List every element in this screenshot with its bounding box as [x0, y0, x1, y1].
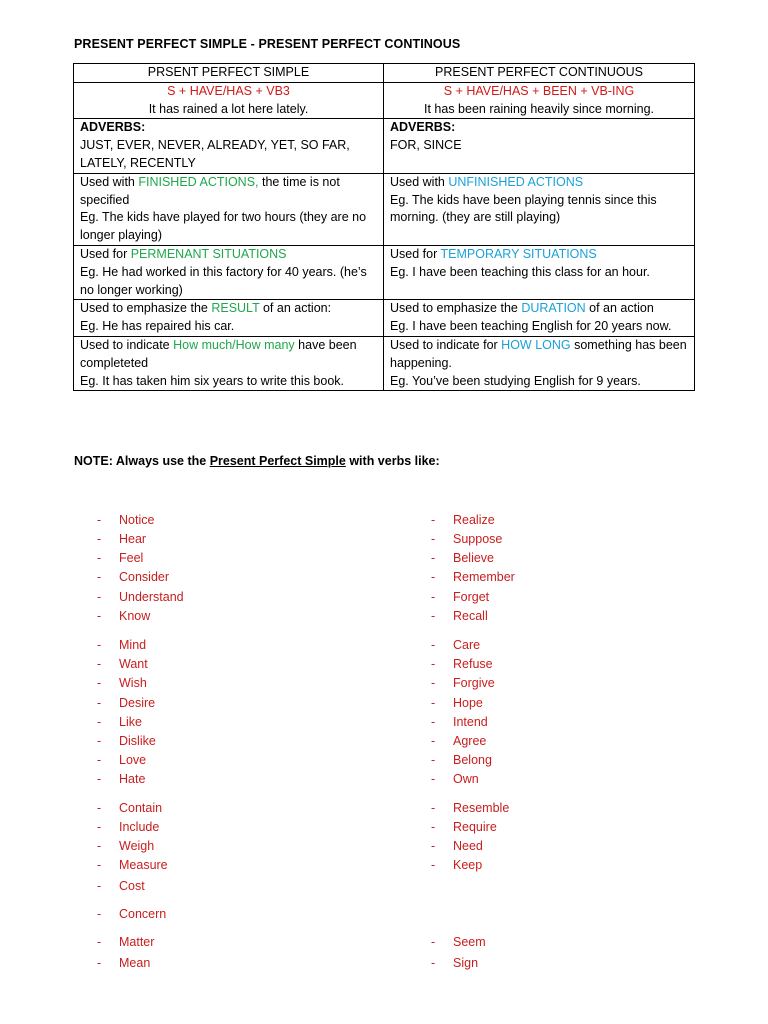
list-item [97, 715, 142, 729]
highlight-how-much: How much/How many [173, 337, 295, 352]
adverbs-label-simple: ADVERBS: [80, 120, 146, 135]
comparison-table [73, 63, 695, 391]
bullet-dash: - [97, 676, 102, 690]
list-item [97, 696, 155, 710]
cell-indicate-continuous [384, 336, 695, 390]
list-item [97, 820, 159, 834]
verb-word: Agree [453, 734, 487, 748]
list-item [97, 513, 154, 527]
table-header-row [74, 64, 695, 83]
example-text: Eg. The kids have been playing tennis since this morning. (they are still playing) [390, 192, 657, 225]
cell-formula-simple [74, 82, 384, 119]
list-item [97, 676, 147, 690]
example-text: Eg. The kids have played for two hours (they are no longer playing) [80, 210, 367, 243]
verb-word: Mind [119, 638, 147, 652]
table-row-actions [74, 173, 695, 245]
verb-word: Refuse [453, 657, 493, 671]
bullet-dash: - [431, 839, 436, 853]
example-text: Eg. It has taken him six years to write this book. [80, 373, 345, 388]
list-item [97, 590, 184, 604]
text: Used to indicate [80, 337, 174, 352]
list-item [97, 657, 148, 671]
verb-word: Intend [453, 715, 488, 729]
bullet-dash: - [431, 935, 436, 949]
list-item [431, 820, 497, 834]
verb-word: Include [119, 820, 160, 834]
verb-word: Understand [119, 590, 184, 604]
verb-word: Wish [119, 676, 147, 690]
table-row-emphasis [74, 300, 695, 337]
list-item [431, 858, 482, 872]
note [74, 454, 440, 468]
highlight-temporary-situations: TEMPORARY SITUATIONS [440, 246, 597, 261]
bullet-dash: - [97, 753, 102, 767]
verb-word: Sign [453, 956, 479, 970]
list-item [431, 590, 489, 604]
text: Used to indicate for [390, 337, 502, 352]
list-item [431, 715, 488, 729]
bullet-dash: - [431, 858, 436, 872]
verb-word: Feel [119, 551, 144, 565]
verb-word: Forgive [453, 676, 495, 690]
verb-word: Like [119, 715, 142, 729]
list-item [97, 907, 166, 921]
verb-word: Believe [453, 551, 494, 565]
bullet-dash: - [97, 772, 102, 786]
bullet-dash: - [431, 551, 436, 565]
cell-situations-continuous [384, 245, 695, 299]
verb-word: Cost [119, 879, 145, 893]
list-item [97, 935, 154, 949]
bullet-dash: - [431, 609, 436, 623]
list-item [431, 801, 509, 815]
bullet-dash: - [97, 820, 102, 834]
list-item [431, 753, 492, 767]
text: of an action: [259, 301, 332, 316]
bullet-dash: - [97, 801, 102, 815]
highlight-result: RESULT [211, 301, 260, 316]
bullet-dash: - [97, 570, 102, 584]
verb-word: Care [453, 638, 481, 652]
cell-actions-continuous [384, 173, 695, 245]
bullet-dash: - [97, 551, 102, 565]
verb-word: Recall [453, 609, 488, 623]
adverbs-simple: JUST, EVER, NEVER, ALREADY, YET, SO FAR, LATELY, RECENTLY [80, 138, 350, 170]
bullet-dash: - [431, 657, 436, 671]
highlight-duration: DURATION [521, 301, 586, 316]
text: Used to emphasize the [80, 301, 212, 316]
adverbs-label-continuous: ADVERBS: [390, 120, 456, 135]
note-suffix: with verbs like: [345, 454, 440, 468]
table-row-indicate [74, 336, 695, 390]
example-text: Eg. You’ve been studying English for 9 years. [390, 373, 641, 388]
bullet-dash: - [97, 513, 102, 527]
table-row-formula [74, 82, 695, 119]
list-item [431, 551, 494, 565]
text: Used with [80, 174, 139, 189]
list-item [431, 772, 479, 786]
highlight-permanent-situations: PERMENANT SITUATIONS [130, 246, 287, 261]
bullet-dash: - [97, 696, 102, 710]
verb-word: Hear [119, 532, 147, 546]
verb-word: Matter [119, 935, 155, 949]
table-row-adverbs [74, 119, 695, 173]
bullet-dash: - [431, 772, 436, 786]
bullet-dash: - [97, 590, 102, 604]
header-continuous: PRESENT PERFECT CONTINUOUS [384, 64, 695, 83]
verb-word: Concern [119, 907, 167, 921]
formula-continuous: S + HAVE/HAS + BEEN + VB-ING [443, 83, 635, 98]
list-item [431, 935, 486, 949]
verb-word: Realize [453, 513, 495, 527]
verb-word: Love [119, 753, 147, 767]
text: of an action [585, 301, 654, 316]
bullet-dash: - [97, 907, 102, 921]
list-item [431, 513, 495, 527]
header-simple: PRSENT PERFECT SIMPLE [74, 64, 384, 83]
bullet-dash: - [97, 879, 102, 893]
bullet-dash: - [431, 590, 436, 604]
bullet-dash: - [97, 609, 102, 623]
list-item [97, 551, 143, 565]
list-item [431, 676, 495, 690]
list-item [431, 839, 483, 853]
bullet-dash: - [431, 513, 436, 527]
verb-word: Need [453, 839, 483, 853]
verb-word: Suppose [453, 532, 503, 546]
text: Used with [390, 174, 449, 189]
list-item [431, 696, 483, 710]
bullet-dash: - [431, 734, 436, 748]
formula-simple-example: It has rained a lot here lately. [148, 101, 309, 116]
cell-adverbs-continuous [384, 119, 695, 173]
verb-word: Dislike [119, 734, 156, 748]
highlight-how-long: HOW LONG [501, 337, 571, 352]
list-item [97, 839, 154, 853]
list-item [431, 532, 502, 546]
text: Used to emphasize the [390, 301, 522, 316]
table-row-situations [74, 245, 695, 299]
verb-word: Own [453, 772, 479, 786]
highlight-unfinished-actions: UNFINISHED ACTIONS [448, 174, 584, 189]
cell-emphasis-simple [74, 300, 384, 337]
bullet-dash: - [431, 696, 436, 710]
verb-word: Want [119, 657, 148, 671]
text: Used for [80, 246, 131, 261]
list-item [97, 879, 145, 893]
verb-word: Mean [119, 956, 151, 970]
bullet-dash: - [431, 570, 436, 584]
page-title: PRESENT PERFECT SIMPLE - PRESENT PERFECT CONTINOUS [74, 37, 461, 51]
cell-emphasis-continuous [384, 300, 695, 337]
bullet-dash: - [431, 532, 436, 546]
list-item [431, 638, 480, 652]
note-prefix: NOTE: Always use the [74, 454, 210, 468]
verb-word: Belong [453, 753, 492, 767]
formula-simple: S + HAVE/HAS + VB3 [167, 83, 290, 98]
verb-word: Remember [453, 570, 515, 584]
verb-word: Desire [119, 696, 156, 710]
list-item [431, 657, 493, 671]
bullet-dash: - [97, 839, 102, 853]
bullet-dash: - [97, 956, 102, 970]
bullet-dash: - [97, 935, 102, 949]
formula-continuous-example: It has been raining heavily since morning. [424, 101, 654, 116]
verb-word: Hate [119, 772, 146, 786]
text: something has been happening. [390, 337, 687, 370]
verb-word: Know [119, 609, 151, 623]
text: the time is not specified [80, 174, 340, 207]
verb-word: Hope [453, 696, 483, 710]
text: Used for [390, 246, 441, 261]
verb-word: Keep [453, 858, 483, 872]
bullet-dash: - [97, 715, 102, 729]
example-text: Eg. He had worked in this factory for 40 years. (he’s no longer working) [80, 264, 367, 297]
list-item [97, 753, 146, 767]
example-text: Eg. He has repaired his car. [80, 319, 235, 334]
verb-word: Resemble [453, 801, 510, 815]
list-item [431, 734, 486, 748]
bullet-dash: - [97, 638, 102, 652]
list-item [97, 772, 145, 786]
verb-word: Require [453, 820, 497, 834]
list-item [97, 532, 146, 546]
bullet-dash: - [431, 676, 436, 690]
cell-actions-simple [74, 173, 384, 245]
verb-word: Measure [119, 858, 168, 872]
cell-situations-simple [74, 245, 384, 299]
verb-word: Forget [453, 590, 490, 604]
cell-adverbs-simple [74, 119, 384, 173]
bullet-dash: - [431, 956, 436, 970]
list-item [97, 858, 168, 872]
verb-word: Contain [119, 801, 163, 815]
list-item [431, 570, 515, 584]
cell-formula-continuous [384, 82, 695, 119]
list-item [97, 801, 162, 815]
list-item [97, 734, 156, 748]
highlight-finished-actions: FINISHED ACTIONS, [138, 174, 259, 189]
bullet-dash: - [97, 657, 102, 671]
cell-indicate-simple [74, 336, 384, 390]
list-item [431, 609, 488, 623]
bullet-dash: - [431, 753, 436, 767]
list-item [431, 956, 478, 970]
list-item [97, 570, 169, 584]
verb-word: Notice [119, 513, 155, 527]
verb-word: Seem [453, 935, 486, 949]
text: have been completeted [80, 337, 357, 370]
bullet-dash: - [97, 734, 102, 748]
bullet-dash: - [431, 820, 436, 834]
bullet-dash: - [97, 858, 102, 872]
list-item [97, 609, 150, 623]
verb-word: Consider [119, 570, 170, 584]
note-link: Present Perfect Simple [209, 454, 346, 468]
list-item [97, 638, 146, 652]
bullet-dash: - [431, 801, 436, 815]
example-text: Eg. I have been teaching English for 20 years now. [390, 319, 672, 334]
example-text: Eg. I have been teaching this class for an hour. [390, 264, 650, 279]
adverbs-continuous: FOR, SINCE [390, 138, 462, 153]
bullet-dash: - [97, 532, 102, 546]
list-item [97, 956, 150, 970]
bullet-dash: - [431, 638, 436, 652]
verb-word: Weigh [119, 839, 155, 853]
bullet-dash: - [431, 715, 436, 729]
